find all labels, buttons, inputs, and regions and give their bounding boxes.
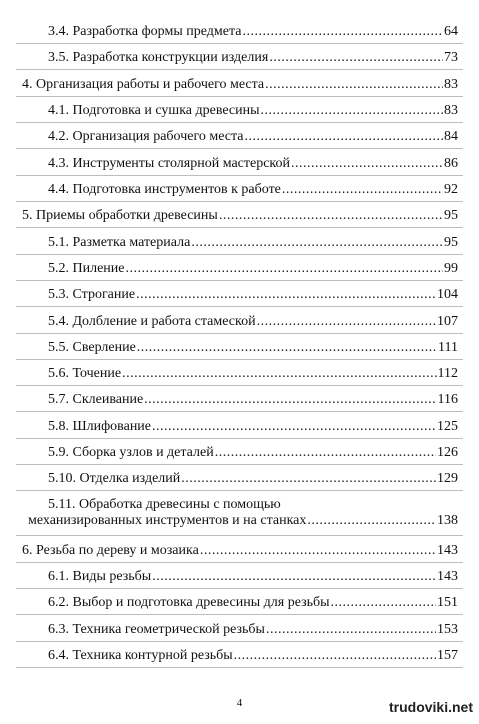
toc-entry-5-5 <box>48 340 458 356</box>
toc-entry-3-4 <box>48 24 458 40</box>
toc-entry-page: 83 <box>444 77 458 92</box>
toc-entry-5-6 <box>48 366 458 382</box>
toc-entry-page: 83 <box>444 103 458 118</box>
toc-entry-title: 5.2. Пиление <box>48 261 125 276</box>
dot-leader <box>137 340 437 356</box>
dot-leader <box>200 543 436 559</box>
toc-entry-5-3 <box>48 287 458 303</box>
toc-entry-page: 153 <box>437 622 458 637</box>
page-number: 4 <box>236 697 243 709</box>
toc-entry-6-2 <box>48 595 458 611</box>
row-separator <box>16 411 463 412</box>
toc-entry-page: 129 <box>437 471 458 486</box>
toc-entry-4-1 <box>48 103 458 119</box>
toc-entry-title: 4.3. Инструменты столярной мастерской <box>48 156 291 171</box>
row-separator <box>16 588 463 589</box>
toc-entry-title: 4.1. Подготовка и сушка древесины <box>48 103 260 118</box>
row-separator <box>16 464 463 465</box>
dot-leader <box>122 366 436 382</box>
toc-entry-6-3 <box>48 622 458 638</box>
toc-entry-page: 143 <box>437 543 458 558</box>
toc-entry-6-4 <box>48 648 458 664</box>
toc-entry-title: 4. Организация работы и рабочего места <box>22 77 265 92</box>
row-separator <box>16 254 463 255</box>
toc-entry-title: 5.10. Отделка изделий <box>48 471 181 486</box>
toc-entry-title: 3.4. Разработка формы предмета <box>48 24 242 39</box>
row-separator <box>16 227 463 228</box>
toc-entry-title: 5.6. Точение <box>48 366 122 381</box>
row-separator <box>16 333 463 334</box>
toc-entry-page: 95 <box>444 235 458 250</box>
toc-chapter-5 <box>22 208 458 224</box>
row-separator <box>16 280 463 281</box>
row-separator <box>16 562 463 563</box>
toc-entry-page: 151 <box>437 595 458 610</box>
row-separator <box>16 385 463 386</box>
dot-leader <box>291 156 443 172</box>
toc-entry-title: 5.9. Сборка узлов и деталей <box>48 445 214 460</box>
dot-leader <box>244 129 443 145</box>
toc-entry-title: 6.4. Техника контурной резьбы <box>48 648 233 663</box>
toc-entry-5-10 <box>48 471 458 487</box>
toc-entry-page: 95 <box>444 208 458 223</box>
toc-entry-5-4 <box>48 314 458 330</box>
toc-entry-page: 138 <box>437 513 458 528</box>
row-separator <box>16 535 463 536</box>
toc-entry-4-3 <box>48 156 458 172</box>
toc-entry-page: 73 <box>444 50 458 65</box>
toc-entry-page: 84 <box>444 129 458 144</box>
toc-entry-5-8 <box>48 419 458 435</box>
toc-chapter-4 <box>22 77 458 93</box>
toc-entry-title: 4.2. Организация рабочего места <box>48 129 244 144</box>
toc-entry-4-2 <box>48 129 458 145</box>
dot-leader <box>152 569 436 585</box>
dot-leader <box>191 235 443 251</box>
toc-entry-page: 126 <box>437 445 458 460</box>
toc-entry-5-7 <box>48 392 458 408</box>
dot-leader <box>152 419 436 435</box>
toc-entry-5-2 <box>48 261 458 277</box>
toc-entry-page: 125 <box>437 419 458 434</box>
toc-entry-title-line1: 5.11. Обработка древесины с помощью <box>48 497 281 512</box>
dot-leader <box>269 50 443 66</box>
toc-entry-5-1 <box>48 235 458 251</box>
toc-entry-3-5 <box>48 50 458 66</box>
dot-leader <box>215 445 436 461</box>
toc-entry-title: 5.8. Шлифование <box>48 419 152 434</box>
toc-entry-4-4 <box>48 182 458 198</box>
toc-entry-title: 5. Приемы обработки древесины <box>22 208 218 223</box>
row-separator <box>16 614 463 615</box>
row-separator <box>16 667 463 668</box>
toc-entry-title: 6.2. Выбор и подготовка древесины для резьбы <box>48 595 330 610</box>
toc-entry-title: 4.4. Подготовка инструментов к работе <box>48 182 281 197</box>
toc-entry-title: 5.5. Сверление <box>48 340 136 355</box>
row-separator <box>16 359 463 360</box>
row-separator <box>16 438 463 439</box>
dot-leader <box>181 471 436 487</box>
toc-entry-page: 143 <box>437 569 458 584</box>
toc-entry-title: 5.4. Долбление и работа стамеской <box>48 314 256 329</box>
row-separator <box>16 69 463 70</box>
toc-entry-6-1 <box>48 569 458 585</box>
row-separator <box>16 490 463 491</box>
toc-entry-title: 3.5. Разработка конструкции изделия <box>48 50 269 65</box>
toc-entry-page: 92 <box>444 182 458 197</box>
row-separator <box>16 201 463 202</box>
toc-entry-page: 99 <box>444 261 458 276</box>
toc-entry-page: 64 <box>444 24 458 39</box>
row-separator <box>16 641 463 642</box>
row-separator <box>16 175 463 176</box>
toc-entry-title: 6.1. Виды резьбы <box>48 569 152 584</box>
row-separator <box>16 43 463 44</box>
toc-entry-page: 112 <box>437 366 458 381</box>
row-separator <box>16 96 463 97</box>
dot-leader <box>265 77 443 93</box>
dot-leader <box>261 103 443 119</box>
row-separator <box>16 122 463 123</box>
toc-entry-page: 157 <box>437 648 458 663</box>
toc-entry-page: 116 <box>437 392 458 407</box>
dot-leader <box>257 314 436 330</box>
toc-entry-5-11 <box>28 497 458 529</box>
toc-entry-page: 107 <box>437 314 458 329</box>
row-separator <box>16 148 463 149</box>
dot-leader <box>219 208 443 224</box>
toc-entry-title: 5.7. Склеивание <box>48 392 144 407</box>
toc-entry-title: 5.1. Разметка материала <box>48 235 191 250</box>
toc-entry-title: 5.3. Строгание <box>48 287 136 302</box>
dot-leader <box>266 622 436 638</box>
dot-leader <box>242 24 443 40</box>
dot-leader <box>126 261 443 277</box>
toc-entry-title: 6.3. Техника геометрической резьбы <box>48 622 265 637</box>
row-separator <box>16 306 463 307</box>
toc-entry-page: 104 <box>437 287 458 302</box>
dot-leader <box>331 595 436 611</box>
dot-leader <box>144 392 436 408</box>
toc-entry-page: 86 <box>444 156 458 171</box>
watermark: trudoviki.net <box>388 699 473 715</box>
dot-leader <box>307 513 436 529</box>
toc-chapter-6 <box>22 543 458 559</box>
toc-entry-title: 6. Резьба по дереву и мозаика <box>22 543 199 558</box>
dot-leader <box>136 287 436 303</box>
toc-entry-page: 111 <box>438 340 458 355</box>
dot-leader <box>234 648 436 664</box>
dot-leader <box>282 182 443 198</box>
toc-entry-5-9 <box>48 445 458 461</box>
toc-entry-title-line2: механизированных инструментов и на станках <box>28 513 307 528</box>
